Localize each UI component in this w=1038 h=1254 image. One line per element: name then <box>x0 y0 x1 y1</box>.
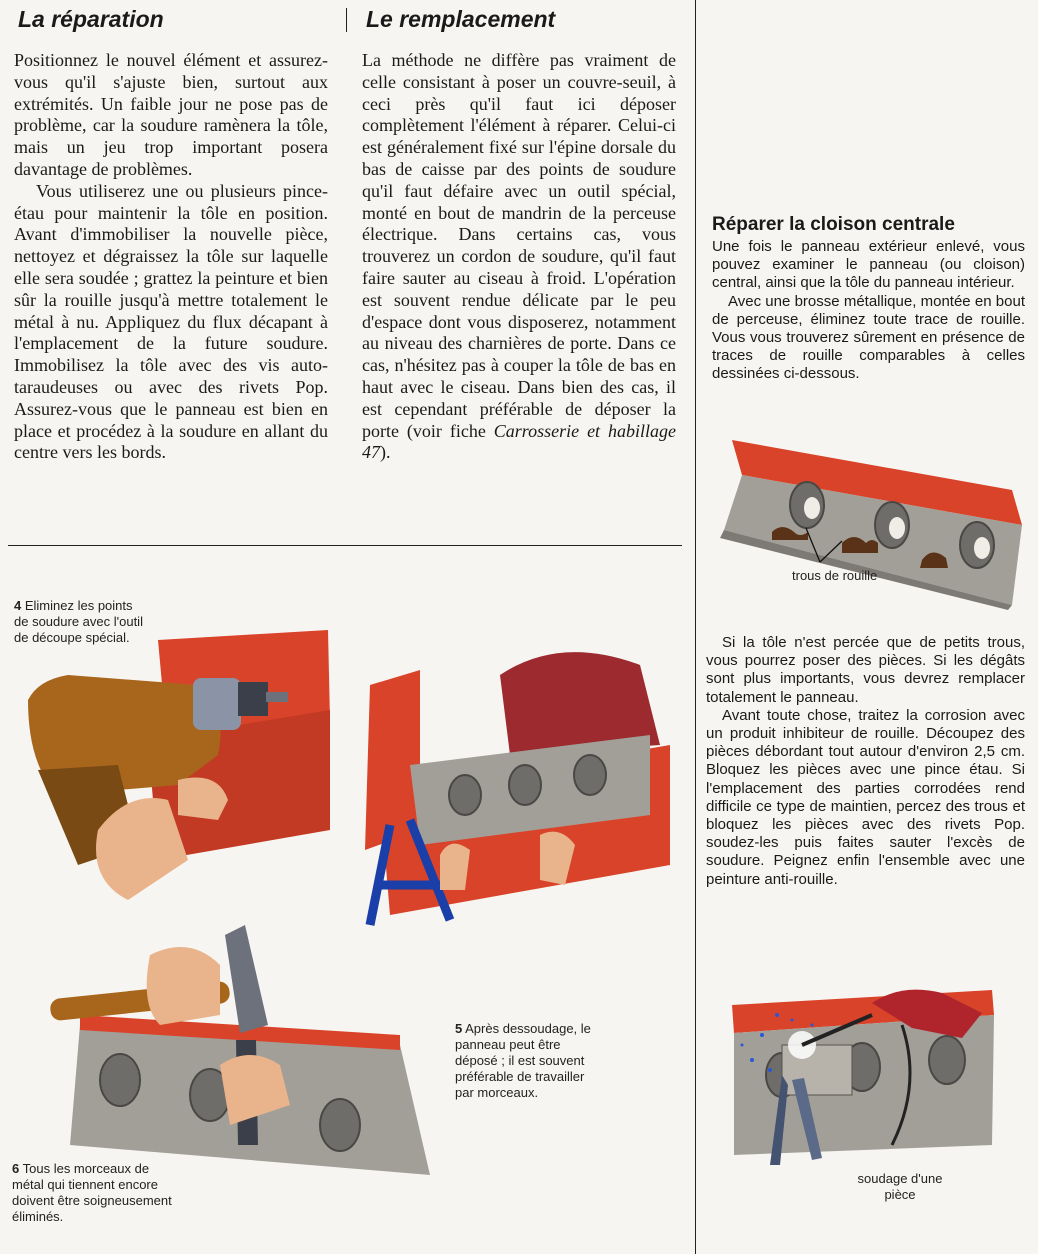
welding-illustration <box>722 985 998 1195</box>
panel-removal-illustration <box>350 645 680 945</box>
caption-rust-holes: trous de rouille <box>792 568 878 583</box>
caption-fig5 <box>455 1021 605 1101</box>
cloison-paragraph-2: Avec une brosse métallique, montée en bout de perceuse, éliminez toute trace de rouille. Vous vous trouverez sûrement en présence de traces de rouille comparables à celles dessinées ci-dessous. <box>712 292 1025 383</box>
figure-caption-text: Eliminez les points de soudure avec l'outil de découpe spécial. <box>14 598 143 645</box>
reference-carrosserie: Carrosserie et habillage 47 <box>362 420 676 463</box>
figure-number: 6 <box>12 1161 20 1176</box>
cloison-paragraph-3: Si la tôle n'est percée que de petits trous, vous pourrez poser des pièces. Si les dégâts sont plus importants, vous devrez remplacer totalement le panneau. <box>706 634 1025 706</box>
figure-caption-text: Tous les morceaux de métal qui tiennent encore doivent être soigneusement éliminés. <box>12 1161 172 1224</box>
column-divider-top <box>346 8 347 32</box>
cloison-text-bottom <box>706 634 1025 889</box>
horizontal-divider <box>8 545 682 546</box>
reparation-paragraph-2: Vous utiliserez une ou plusieurs pince-étau pour maintenir la tôle en position. Avant d'immobiliser la nouvelle pièce, nettoyez et dégraissez la tôle sur laquelle elle sera soudée ; grattez la peinture et bien sûr la rouille jusqu'à mettre totalement le métal à nu. Appliquez du flux décapant à l'emplacement de la future soudure. Immobilisez la tôle avec des vis auto-taraudeuses ou avec des rivets Pop. Assurez-vous que le panneau est bien en place et procédez à la soudure en allant du centre vers les bords. <box>14 180 328 463</box>
figure-caption-text: Après dessoudage, le panneau peut être déposé ; il est souvent préférable de travailler par morceaux. <box>455 1021 591 1100</box>
cloison-text-top <box>712 238 1025 384</box>
remplacement-paragraph <box>362 50 676 464</box>
figure-number: 4 <box>14 598 22 613</box>
section-title-remplacement: Le remplacement <box>366 6 556 32</box>
reparation-text <box>14 50 328 464</box>
caption-welding: soudage d'une pièce <box>857 1171 943 1202</box>
drill-illustration <box>8 630 338 920</box>
section-title-reparation: La réparation <box>18 6 164 32</box>
section-title-cloison: Réparer la cloison centrale <box>712 214 955 235</box>
caption-fig6 <box>12 1161 182 1225</box>
figure-number: 5 <box>455 1021 463 1036</box>
reparation-paragraph-1: Positionnez le nouvel élément et assurez-vous qu'il s'ajuste bien, surtout aux extrémités. Un faible jour ne pose pas de problème, car la soudure ramènera la tôle, mais un jeu trop important posera davantage de problèmes. <box>14 50 328 179</box>
remplacement-body: La méthode ne diffère pas vraiment de celle consistant à poser un couvre-seuil, à ceci près qu'il faut ici déposer complètement l'élément à réparer. Celui-ci est généralement fixé sur l'épine dorsale du bas de caisse par des points de soudure qu'il faut défaire avec un outil spécial, monté en bout de mandrin de la perceuse électrique. Dans certains cas, vous trouverez un cordon de soudure, qu'il faut faire sauter au ciseau à froid. L'opération est souvent rendue délicate par le peu d'espace dont vous disposerez, notamment au niveau des charnières de porte. Dans ce cas, n'hésitez pas à couper la tôle de bas en haut avec le ciseau. Dans bien des cas, il est cependant préférable de déposer la porte (voir fiche <box>362 50 676 441</box>
remplacement-end: ). <box>380 442 391 463</box>
cloison-paragraph-4: Avant toute chose, traitez la corrosion avec un produit inhibiteur de rouille. Découpez des pièces débordant tout autour d'environ 2,5 cm. Bloquez les pièces avec une pince étau. Si l'emplacement des parties corrodées rend difficile ce type de maintien, percez des trous et bloquez les pièces avec des rivets Pop. soudez-les puis faites sauter l'excès de soudure. Peignez enfin l'ensemble avec une peinture anti-rouille. <box>706 706 1025 888</box>
remplacement-text <box>362 50 676 464</box>
cloison-paragraph-1: Une fois le panneau extérieur enlevé, vous pouvez examiner le panneau (ou cloison) central, ainsi que la tôle du panneau intérieur. <box>712 238 1025 292</box>
right-column-divider <box>695 0 696 1254</box>
